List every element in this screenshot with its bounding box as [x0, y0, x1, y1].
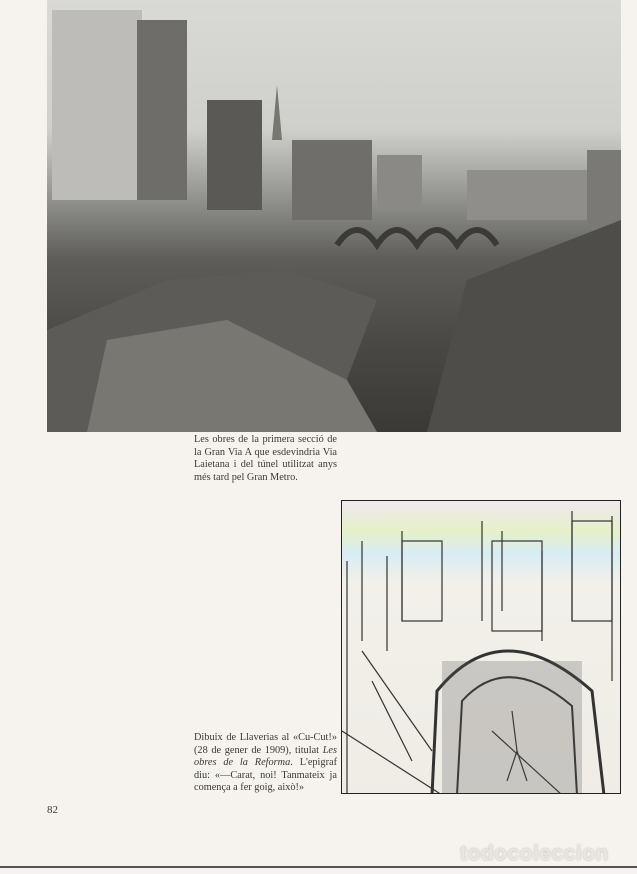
photo-caption: Les obres de la primera secció de la Gran Via A que esdevindria Via Laietana i del túnel utilitzat anys més tard pel Gran Metro.	[194, 434, 337, 483]
caption-text: Dibuix de Llaverias al «Cu-Cut!» (28 de gener de 1909), titulat	[194, 732, 337, 756]
construction-photo	[47, 0, 621, 432]
llaverias-drawing	[341, 500, 621, 794]
caption-text: . L'epigraf diu: «—Carat, noi! Tanmateix ja comença a fer goig, això!»	[194, 757, 337, 794]
page-number: 82	[47, 804, 58, 816]
drawing-caption	[194, 732, 337, 795]
watermark: todocoleccion	[460, 842, 609, 865]
drawing-title: Les obres de la Reforma	[194, 744, 337, 769]
divider	[0, 866, 637, 868]
